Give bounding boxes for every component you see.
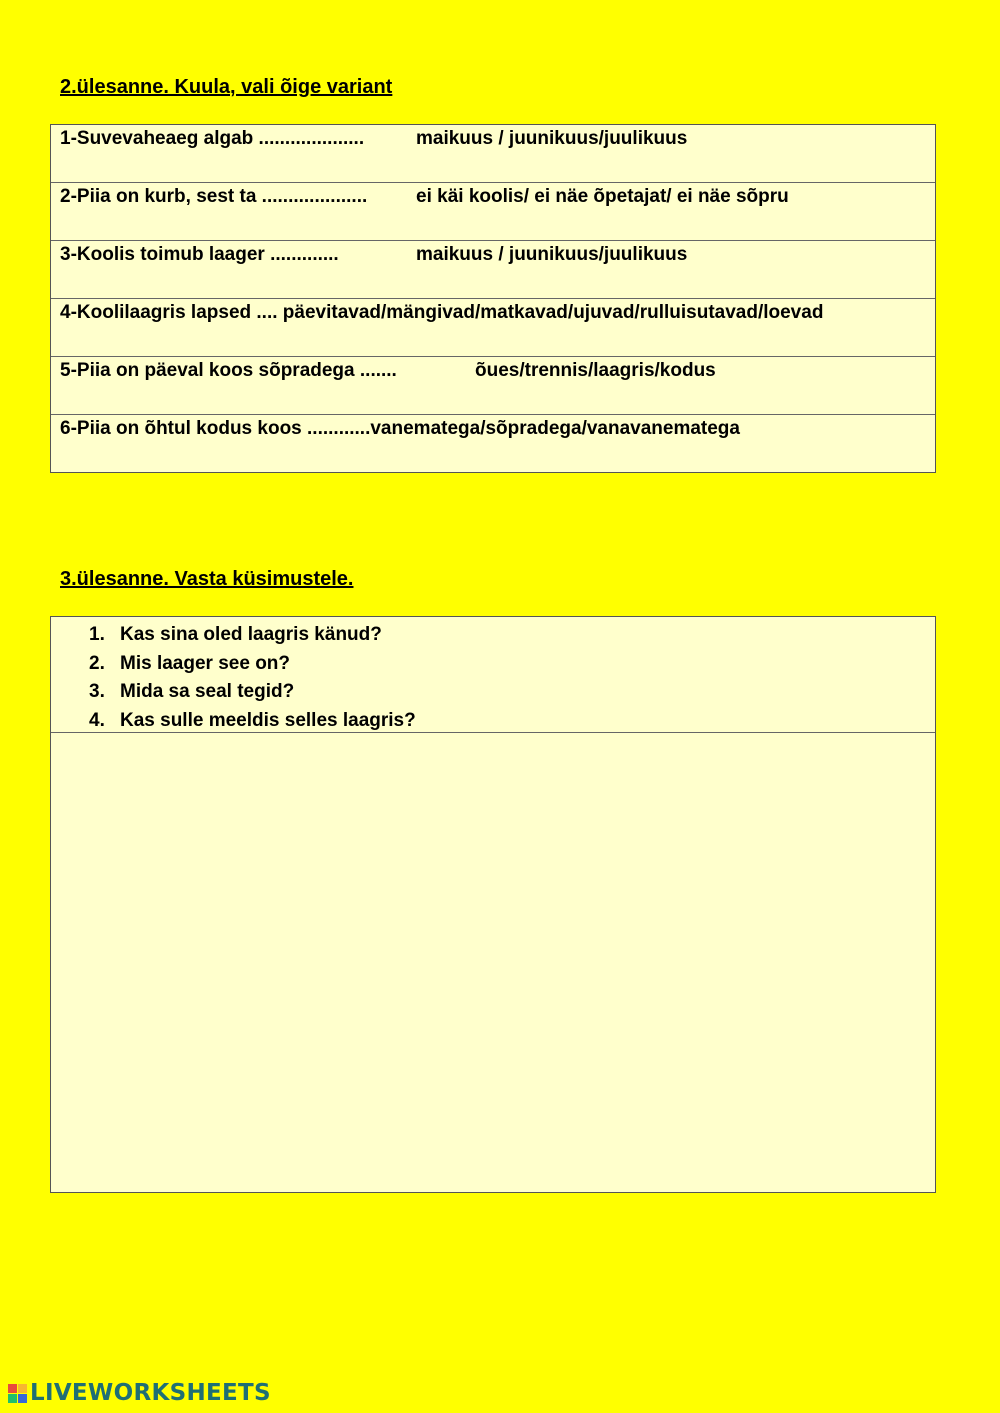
list-item: [51, 650, 935, 679]
question-number: 2.: [89, 652, 105, 674]
question-text: Kas sulle meeldis selles laagris?: [120, 709, 416, 731]
question-text: Mida sa seal tegid?: [120, 681, 295, 702]
question-text[interactable]: 6-Piia on õhtul kodus koos ............vanematega/sõpradega/vanavanematega: [60, 418, 740, 439]
exercise-3-heading: 3.ülesanne. Vasta küsimustele.: [60, 568, 354, 590]
exercise-2-heading: 2.ülesanne. Kuula, vali õige variant: [60, 76, 393, 98]
question-text: Mis laager see on?: [120, 652, 291, 674]
question-text: 2-Piia on kurb, sest ta ....................: [60, 186, 368, 207]
answer-options[interactable]: maikuus / juunikuus/juulikuus: [416, 244, 688, 265]
question-text: 5-Piia on päeval koos sõpradega .......: [60, 360, 397, 381]
question-number: 4.: [89, 709, 105, 731]
table-row: [51, 357, 935, 415]
liveworksheets-logo: [8, 1380, 271, 1406]
table-row: [51, 241, 935, 299]
list-item: [51, 707, 935, 736]
table-row: [51, 183, 935, 241]
list-item: [51, 621, 935, 650]
answer-options[interactable]: õues/trennis/laagris/kodus: [475, 360, 716, 381]
question-list: [51, 617, 935, 733]
table-row: [51, 125, 935, 183]
table-row: [51, 299, 935, 357]
question-text: 3-Koolis toimub laager .............: [60, 244, 339, 265]
list-item: [51, 678, 935, 707]
question-number: 1.: [89, 624, 105, 645]
answer-area[interactable]: [51, 733, 935, 1192]
exercise-3-table: [50, 616, 936, 1193]
answer-options[interactable]: maikuus / juunikuus/juulikuus: [416, 128, 688, 149]
table-row: [51, 415, 935, 474]
logo-icon: [8, 1384, 27, 1403]
logo-text: LIVEWORKSHEETS: [30, 1380, 271, 1406]
question-text[interactable]: 4-Koolilaagris lapsed .... päevitavad/mängivad/matkavad/ujuvad/rulluisutavad/loevad: [60, 302, 824, 323]
question-number: 3.: [89, 681, 105, 702]
answer-options[interactable]: ei käi koolis/ ei näe õpetajat/ ei näe sõpru: [416, 186, 789, 207]
question-text: 1-Suvevaheaeg algab ....................: [60, 128, 365, 149]
exercise-2-table: [50, 124, 936, 473]
question-text: Kas sina oled laagris känud?: [120, 624, 382, 645]
